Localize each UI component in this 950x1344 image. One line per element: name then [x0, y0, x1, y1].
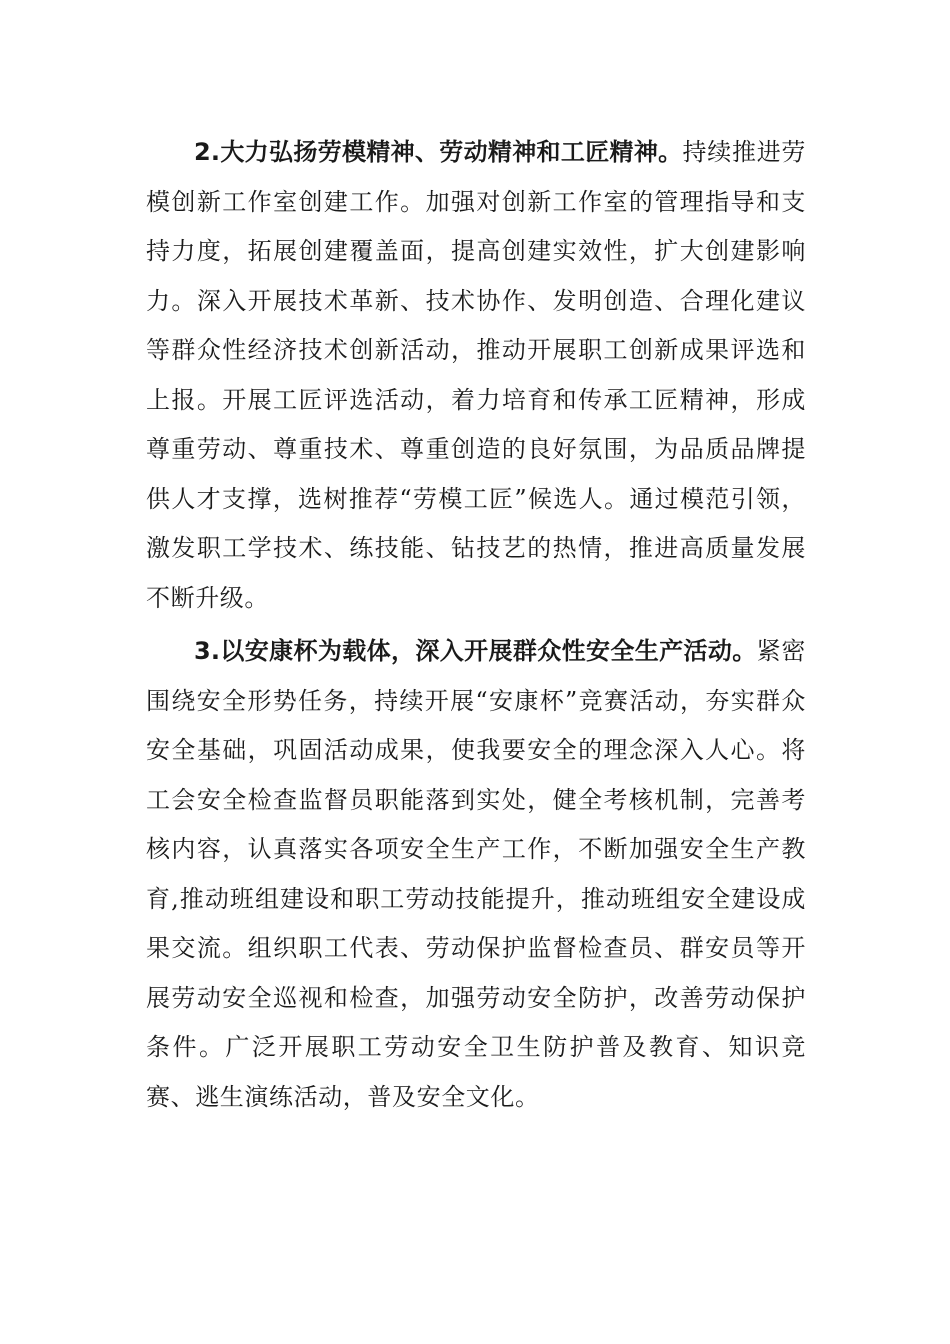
document-body [146, 128, 806, 1122]
paragraph-heading: 3.以安康杯为载体，深入开展群众性安全生产活动。 [194, 637, 757, 665]
paragraph-model-worker-spirit [146, 128, 806, 623]
paragraph-safety-production [146, 627, 806, 1122]
paragraph-text: 紧密围绕安全形势任务，持续开展“安康杯”竞赛活动，夯实群众安全基础，巩固活动成果，使我要安全的理念深入人心。将工会安全检查监督员职能落到实处，健全考核机制，完善考核内容，认真落实各项安全生产工作，不断加强安全生产教育,推动班组建设和职工劳动技能提升，推动班组安全建设成果交流。组织职工代表、劳动保护监督检查员、群安员等开展劳动安全巡视和检查，加强劳动安全防护，改善劳动保护条件。广泛开展职工劳动安全卫生防护普及教育、知识竞赛、逃生演练活动，普及安全文化。 [146, 637, 806, 1111]
paragraph-text: 持续推进劳模创新工作室创建工作。加强对创新工作室的管理指导和支持力度，拓展创建覆盖面，提高创建实效性，扩大创建影响力。深入开展技术革新、技术协作、发明创造、合理化建议等群众性经济技术创新活动，推动开展职工创新成果评选和上报。开展工匠评选活动，着力培育和传承工匠精神，形成尊重劳动、尊重技术、尊重创造的良好氛围，为品质品牌提供人才支撑，选树推荐“劳模工匠”候选人。通过模范引领，激发职工学技术、练技能、钻技艺的热情，推进高质量发展不断升级。 [146, 138, 807, 612]
paragraph-heading: 2.大力弘扬劳模精神、劳动精神和工匠精神。 [194, 138, 683, 166]
